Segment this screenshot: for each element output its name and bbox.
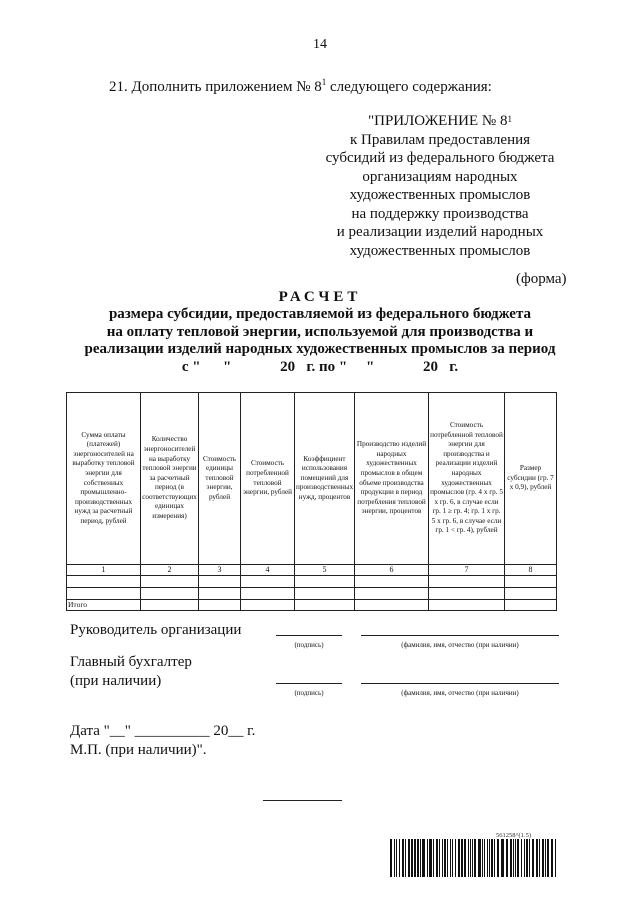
table-cell: [505, 576, 557, 588]
table-cell: [355, 588, 429, 600]
barcode-bar: [482, 839, 483, 877]
calc-period-line: с " " 20 г. по " " 20 г.: [181, 358, 459, 375]
barcode-bar: [408, 839, 410, 877]
barcode-bar: [484, 839, 485, 877]
barcode-bar: [439, 839, 440, 877]
barcode-bar: [422, 839, 425, 877]
intro-paragraph: [109, 79, 492, 96]
barcode-bar: [494, 839, 495, 877]
barcode-bar: [461, 839, 463, 877]
page-number: 14: [313, 37, 327, 52]
head-signature-line[interactable]: [276, 635, 342, 636]
appendix-title-superscript: 1: [507, 114, 512, 124]
appendix-line: художественных промыслов: [349, 187, 531, 203]
barcode-bar: [474, 839, 476, 877]
barcode-bar: [501, 839, 504, 877]
table-header-cell: Коэффициент использования помещений для производственных нужд, процентов: [295, 393, 355, 565]
calc-title: РАСЧЕТ: [278, 289, 362, 305]
barcode-bar: [551, 839, 553, 877]
chief-accountant-line: Главный бухгалтер: [70, 654, 192, 670]
table-cell: [295, 600, 355, 611]
date-line: Дата "__" __________ 20__ г.: [70, 723, 256, 739]
column-number: 2: [141, 565, 199, 576]
column-number: 6: [355, 565, 429, 576]
column-number: 3: [199, 565, 241, 576]
column-number: 4: [241, 565, 295, 576]
barcode-bar: [555, 839, 556, 877]
barcode-bar: [405, 839, 406, 877]
table-header-cell: Количество энергоносителей на выработку тепловой энергии за расчетный период (в соответствующих единицах измерения): [141, 393, 199, 565]
table-cell: [429, 600, 505, 611]
barcode-bar: [489, 839, 490, 877]
column-number: 7: [429, 565, 505, 576]
table-cell: [429, 576, 505, 588]
appendix-heading: [290, 112, 590, 260]
appendix-line: и реализации изделий народных: [336, 224, 544, 240]
table-cell: [505, 588, 557, 600]
barcode-bar: [452, 839, 453, 877]
table-cell: [67, 588, 141, 600]
table-header-cell: Размер субсидии (гр. 7 х 0,9), рублей: [505, 393, 557, 565]
table-cell: [141, 600, 199, 611]
accountant-signature-line[interactable]: [276, 683, 342, 684]
intro-text: 21. Дополнить приложением № 8: [109, 79, 322, 95]
barcode-bar: [420, 839, 421, 877]
barcode-bar: [510, 839, 512, 877]
table-row: [67, 588, 557, 600]
table-header-cell: Стоимость потребленной тепловой энергии, рублей: [241, 393, 295, 565]
table-header-cell: Сумма оплаты (платежей) энергоносителей на выработку тепловой энергии для собственных промышленно-производственных нужд за расчетный период, рублей: [67, 393, 141, 565]
barcode-bar: [414, 839, 416, 877]
barcode-bar: [529, 839, 530, 877]
table-header-row: [67, 393, 557, 565]
intro-tail: следующего содержания:: [326, 79, 492, 95]
barcode-bar: [427, 839, 428, 877]
table-column-number-row: [67, 565, 557, 576]
barcode-bar: [513, 839, 514, 877]
table-cell: [199, 576, 241, 588]
barcode-bar: [547, 839, 549, 877]
head-of-organization-label: Руководитель организации: [70, 622, 242, 638]
table-header-cell: Производство изделий народных художественных промыслов в общем объеме производства продукции в период потребления тепловой энергии, процентов: [355, 393, 429, 565]
barcode-bar: [517, 839, 519, 877]
table-row: [67, 576, 557, 588]
chief-accountant-label: [70, 653, 192, 691]
end-rule: [263, 800, 342, 801]
accountant-name-caption: (фамилия, имя, отчество (при наличии): [401, 689, 519, 697]
barcode-bar: [521, 839, 522, 877]
table-cell: [295, 576, 355, 588]
head-name-line[interactable]: [361, 635, 559, 636]
barcode-bar: [532, 839, 534, 877]
barcode-bar: [526, 839, 528, 877]
barcode-bar: [536, 839, 538, 877]
barcode-bar: [487, 839, 488, 877]
form-label: (форма): [516, 271, 567, 287]
calc-subtitle: [40, 306, 600, 376]
barcode-bar: [545, 839, 546, 877]
stamp-line: М.П. (при наличии)".: [70, 742, 207, 758]
barcode-bar: [396, 839, 397, 877]
column-number: 8: [505, 565, 557, 576]
calc-subtitle-line: на оплату тепловой энергии, используемой для производства и: [106, 323, 534, 340]
barcode-bar: [515, 839, 516, 877]
chief-accountant-line: (при наличии): [70, 673, 162, 689]
barcode-bar: [436, 839, 438, 877]
head-name-caption: (фамилия, имя, отчество (при наличии): [401, 641, 519, 649]
document-code: 561258^(1.5): [496, 832, 532, 839]
table-cell: [199, 588, 241, 600]
barcode-bar: [491, 839, 493, 877]
barcode-bar: [442, 839, 443, 877]
column-number: 1: [67, 565, 141, 576]
barcode-bar: [417, 839, 419, 877]
barcode-bar: [444, 839, 446, 877]
table-header-cell: Стоимость единицы тепловой энергии, рублей: [199, 393, 241, 565]
barcode-bar: [470, 839, 471, 877]
barcode-bar: [450, 839, 451, 877]
table-cell: [67, 576, 141, 588]
table-cell: [505, 600, 557, 611]
barcode-bar: [539, 839, 540, 877]
barcode-bar: [429, 839, 432, 877]
calc-table: [66, 392, 557, 611]
intro-superscript: 1: [321, 77, 327, 87]
barcode-bar: [433, 839, 434, 877]
appendix-title: [290, 112, 590, 131]
table-cell: [141, 588, 199, 600]
table-total-row: [67, 600, 557, 611]
total-label: Итого: [67, 600, 141, 611]
barcode-bar: [497, 839, 499, 877]
accountant-signature-caption: (подпись): [294, 689, 324, 697]
barcode-bar: [402, 839, 404, 877]
barcode-bar: [399, 839, 400, 877]
column-number: 5: [295, 565, 355, 576]
appendix-line: организациям народных: [362, 168, 518, 185]
barcode-bar: [458, 839, 460, 877]
table-header-cell: Стоимость потребленной тепловой энергии для производства и реализации изделий народных художественных промыслов (гр. 4 х гр. 5 х гр. 6, в случае если гр. 1 ≥ гр. 4; гр. 1 х гр. 5 х гр. 6, в случае если гр. 1 < гр. 4), рублей: [429, 393, 505, 565]
barcode-bar: [411, 839, 413, 877]
table-cell: [199, 600, 241, 611]
head-signature-caption: (подпись): [294, 641, 324, 649]
barcode-bar: [472, 839, 473, 877]
barcode-bar: [478, 839, 481, 877]
barcode-icon: [390, 839, 560, 877]
appendix-line: на поддержку производства: [351, 205, 529, 222]
barcode-bar: [524, 839, 525, 877]
calc-subtitle-line: реализации изделий народных художественных промыслов за период: [84, 341, 556, 357]
accountant-name-line[interactable]: [361, 683, 559, 684]
barcode-bar: [542, 839, 544, 877]
appendix-title-text: "ПРИЛОЖЕНИЕ № 8: [367, 113, 508, 129]
table-cell: [241, 576, 295, 588]
barcode-bar: [464, 839, 466, 877]
barcode-bar: [394, 839, 395, 877]
barcode-bar: [390, 839, 392, 877]
appendix-line: к Правилам предоставления: [349, 131, 531, 148]
appendix-line: субсидий из федерального бюджета: [325, 150, 555, 166]
barcode-bar: [455, 839, 456, 877]
barcode-bar: [506, 839, 508, 877]
barcode-bar: [447, 839, 448, 877]
table-cell: [355, 576, 429, 588]
table-cell: [241, 588, 295, 600]
appendix-line: художественных промыслов: [349, 242, 531, 259]
table-cell: [429, 588, 505, 600]
table-cell: [355, 600, 429, 611]
table-cell: [295, 588, 355, 600]
barcode-bar: [468, 839, 469, 877]
table-cell: [241, 600, 295, 611]
calc-subtitle-line: размера субсидии, предоставляемой из федерального бюджета: [108, 306, 532, 322]
table-cell: [141, 576, 199, 588]
